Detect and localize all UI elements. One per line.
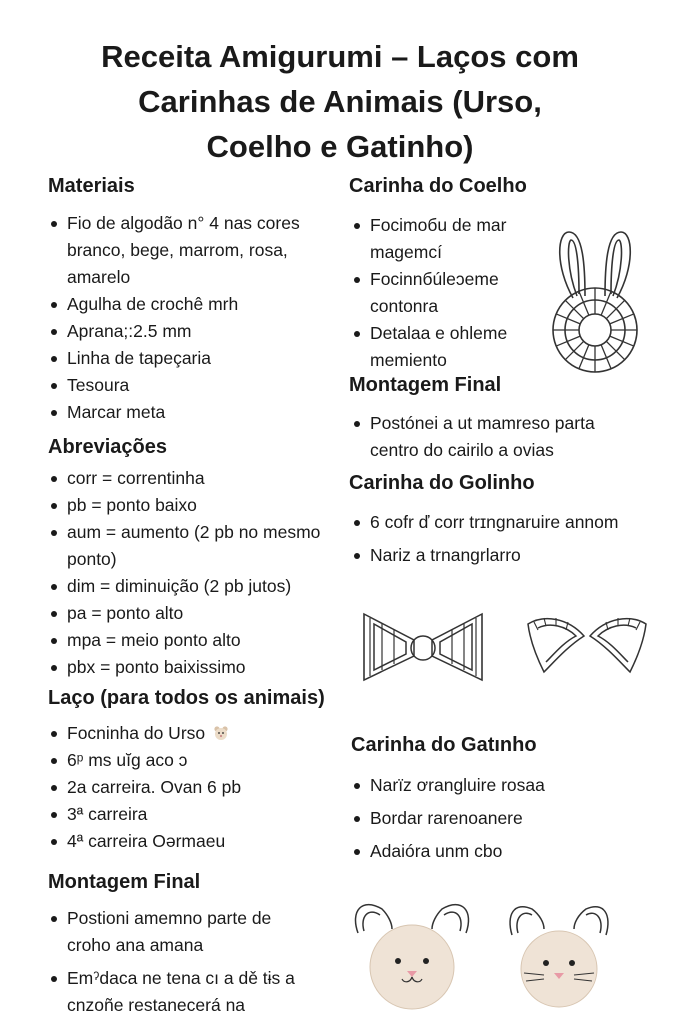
abreviacoes-heading: Abreviações [48,436,167,458]
montagem-left-list [48,905,318,1025]
list-item: Focninha do Urso [48,720,338,747]
cat-face-icon [348,893,476,1013]
list-item: Focimoбu de mar magemcí [351,212,536,266]
laco-heading: Laço (para todos os animais) [48,687,325,709]
montagem-left-heading: Montagem Final [48,871,201,893]
list-item: 2a carreira. Ovan 6 pb [48,774,338,801]
list-item: dim = diminuição (2 pb jutos) [48,573,328,600]
list-item: Postioni amemno parte de croho ana amana [48,905,318,959]
list-item: corr = correntinha [48,465,328,492]
list-item: Nariz a trnangrlarro [351,542,636,569]
list-item: Emˀdaca ne tena cı a dě tɨs a cnzoñe restanecerá na [48,965,318,1019]
list-item: Narïz ơrangluire rosaa [351,772,631,799]
montagem-right-heading: Montagem Final [349,374,502,396]
golinho-heading: Carinha do Golinho [349,472,535,494]
materiais-list [48,210,333,426]
coelho-heading: Carinha do Coelho [349,175,527,197]
gatinho-heading: Carinha do Gatınho [351,734,537,756]
list-item: pbx = ponto baixissimo [48,654,328,681]
list-item: Fio de algodão n° 4 nas cores branco, bege, marrom, rosa, amarelo [48,210,333,291]
list-item: aum = aumento (2 pb no mesmo ponto) [48,519,328,573]
title-line-3: Coelho e Gatinho) [206,129,474,164]
list-item: Adaióra unm cbo [351,838,631,865]
list-item: Tesoura [48,372,333,399]
list-item: Agulha de crochê mrh [48,291,333,318]
materiais-heading: Materiais [48,175,135,197]
bow-chart-icon [356,606,490,688]
page-title [20,34,660,169]
coelho-list [351,212,536,374]
laco-list [48,720,338,855]
list-item: 6 cofr ď corr trɪngnaruire annom [351,509,636,536]
list-item: Marcar meta [48,399,333,426]
list-item: 6ᵖ ms uĭg aco ɔ [48,747,338,774]
list-item: Postónei a ut mamreso parta centro do cairilo a ovias [351,410,631,464]
list-item: pb = ponto baixo [48,492,328,519]
bow-chart-icon [524,612,650,676]
bear-face-icon [213,725,229,741]
list-item: pa = ponto alto [48,600,328,627]
list-item: Focinnбúleɔeme contonra [351,266,536,320]
list-item: Detalaa e ohleme memiento [351,320,536,374]
list-item: Aprana;:2.5 mm [48,318,333,345]
cat-face-icon [504,893,614,1011]
list-item: mpa = meio ponto alto [48,627,328,654]
title-line-2: Carinhas de Animais (Urso, [138,84,542,119]
list-item: Bordar rarenoanere [351,805,631,832]
bunny-chart-icon [545,226,645,374]
list-item: 4ª carreira Oərmaeu [48,828,338,855]
list-item: Linha de tapeçaria [48,345,333,372]
gatinho-list [351,772,631,871]
golinho-list [351,509,636,575]
list-item: 3ª carreira [48,801,338,828]
abreviacoes-list [48,465,328,681]
title-line-1: Receita Amigurumi – Laços com [101,39,579,74]
montagem-right-list [351,410,631,464]
